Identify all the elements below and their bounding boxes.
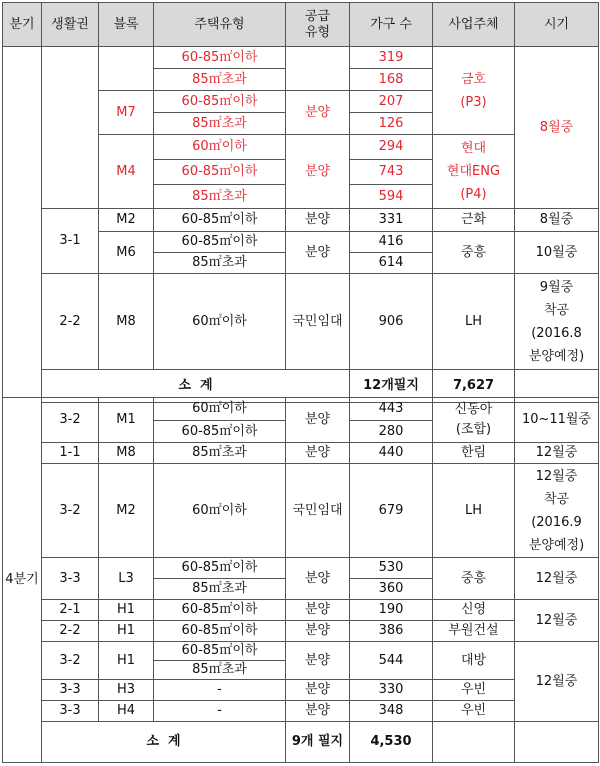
households-cell: 360 (350, 579, 433, 600)
table-row (3, 642, 599, 661)
header-quarter: 분기 (3, 3, 42, 47)
subtotal-label: 소 계 (42, 370, 350, 403)
timing-line: 9월중 (539, 279, 574, 295)
subtotal-total: 7,627 (433, 370, 515, 403)
header-builder: 사업주체 (433, 3, 515, 47)
timing-line: 12월중 (535, 468, 578, 484)
block-cell: H1 (99, 600, 154, 621)
table-row (3, 209, 599, 232)
timing-cell: 12월중 (515, 642, 599, 722)
table-row (3, 47, 599, 69)
header-row (3, 3, 599, 47)
households-cell: 679 (350, 464, 433, 558)
builder-name: 금호 (460, 71, 487, 87)
households-cell: 331 (350, 209, 433, 232)
housing-type-cell: 60㎡이하 (154, 274, 286, 370)
table-row (3, 398, 599, 421)
block-cell: M6 (99, 232, 154, 274)
builder-name: 현대ENG (446, 164, 501, 179)
housing-type-cell: 60-85㎡이하 (154, 600, 286, 621)
supply-cell (286, 47, 350, 91)
households-cell: 530 (350, 558, 433, 579)
subtotal-total: 4,530 (350, 722, 433, 763)
area-cell: 2-2 (42, 621, 99, 642)
subtotal-lots: 9개 필지 (286, 722, 350, 763)
timing-cell: 12월중 (515, 443, 599, 464)
housing-type-cell: 60-85㎡이하 (154, 621, 286, 642)
housing-type-cell: 85㎡초과 (154, 443, 286, 464)
block-cell: M8 (99, 274, 154, 370)
housing-type-cell: 85㎡초과 (154, 579, 286, 600)
area-cell: 3-1 (42, 209, 99, 274)
area-cell: 3-3 (42, 680, 99, 701)
quarter-cell-q3 (3, 47, 42, 403)
timing-cell (515, 274, 599, 370)
table-row (3, 621, 599, 642)
area-cell: 3-3 (42, 701, 99, 722)
housing-type-cell: 85㎡초과 (154, 661, 286, 680)
builder-cell-kumho (433, 47, 515, 135)
builder-code: (P3) (460, 94, 487, 110)
builder-cell: 한림 (433, 443, 515, 464)
housing-type-cell: - (154, 701, 286, 722)
header-block: 블록 (99, 3, 154, 47)
subtotal-empty (515, 722, 599, 763)
builder-cell: 중흥 (433, 232, 515, 274)
households-cell: 190 (350, 600, 433, 621)
builder-cell: 대방 (433, 642, 515, 680)
block-cell: L3 (99, 558, 154, 600)
table-row (3, 600, 599, 621)
builder-code: (P4) (460, 187, 487, 202)
quarter-cell-q4: 4분기 (3, 398, 42, 763)
timing-line: (2016.9 (531, 514, 582, 530)
builder-cell: 부원건설 (433, 621, 515, 642)
header-living-area: 생활권 (42, 3, 99, 47)
timing-line: 분양예정) (528, 348, 585, 364)
timing-cell: 12월중 (515, 600, 599, 642)
households-cell: 544 (350, 642, 433, 680)
builder-name: 신동아 (454, 402, 493, 417)
timing-cell (515, 464, 599, 558)
timing-line: 착공 (543, 491, 570, 507)
subtotal-label: 소 계 (42, 722, 286, 763)
supply-cell: 분양 (286, 209, 350, 232)
supply-cell: 분양 (286, 642, 350, 680)
supply-cell: 분양 (286, 232, 350, 274)
households-cell: 207 (350, 91, 433, 113)
housing-type-cell: 85㎡초과 (154, 185, 286, 209)
timing-cell: 12월중 (515, 558, 599, 600)
supply-cell: 국민임대 (286, 464, 350, 558)
table-row (3, 701, 599, 722)
housing-type-cell: 60-85㎡이하 (154, 232, 286, 253)
housing-type-cell: 60-85㎡이하 (154, 91, 286, 113)
supply-cell: 분양 (286, 558, 350, 600)
timing-line: 착공 (543, 302, 570, 318)
builder-name: (조합) (455, 422, 492, 437)
timing-line: (2016.8 (531, 325, 582, 341)
supply-cell: 분양 (286, 398, 350, 443)
area-cell: 3-3 (42, 558, 99, 600)
housing-type-cell: 60-85㎡이하 (154, 421, 286, 443)
area-cell: 2-1 (42, 600, 99, 621)
housing-type-cell: 85㎡초과 (154, 113, 286, 135)
block-cell: M2 (99, 464, 154, 558)
housing-type-cell: 60㎡이하 (154, 464, 286, 558)
table-row (3, 443, 599, 464)
supply-cell: 국민임대 (286, 274, 350, 370)
header-timing: 시기 (515, 3, 599, 47)
housing-type-cell: 60-85㎡이하 (154, 160, 286, 185)
households-cell: 440 (350, 443, 433, 464)
area-cell: 3-2 (42, 464, 99, 558)
households-cell: 386 (350, 621, 433, 642)
builder-cell: LH (433, 274, 515, 370)
households-cell: 319 (350, 47, 433, 69)
households-cell: 348 (350, 701, 433, 722)
timing-line: 분양예정) (528, 537, 585, 553)
households-cell: 330 (350, 680, 433, 701)
builder-cell: 우빈 (433, 701, 515, 722)
area-cell: 3-2 (42, 642, 99, 680)
subtotal-row (3, 722, 599, 763)
supply-cell: 분양 (286, 600, 350, 621)
block-cell: M2 (99, 209, 154, 232)
subtotal-lots: 12개필지 (350, 370, 433, 403)
households-cell: 743 (350, 160, 433, 185)
housing-type-cell: 60㎡이하 (154, 398, 286, 421)
households-cell: 443 (350, 398, 433, 421)
timing-cell: 8월중 (515, 209, 599, 232)
builder-cell: LH (433, 464, 515, 558)
header-housing-type: 주택유형 (154, 3, 286, 47)
housing-supply-table-q4 (2, 397, 599, 763)
block-cell: H4 (99, 701, 154, 722)
block-cell (99, 47, 154, 91)
supply-cell: 분양 (286, 680, 350, 701)
area-cell: 3-2 (42, 398, 99, 443)
supply-cell: 분양 (286, 621, 350, 642)
table-row (3, 274, 599, 370)
households-cell: 594 (350, 185, 433, 209)
housing-type-cell: 85㎡초과 (154, 253, 286, 274)
header-households: 가구 수 (350, 3, 433, 47)
supply-cell: 분양 (286, 135, 350, 209)
timing-cell: 8월중 (515, 47, 599, 209)
table-row (3, 464, 599, 558)
housing-type-cell: 60-85㎡이하 (154, 47, 286, 69)
area-cell: 2-2 (42, 274, 99, 370)
builder-cell: 근화 (433, 209, 515, 232)
housing-type-cell: - (154, 680, 286, 701)
households-cell: 614 (350, 253, 433, 274)
block-cell: M4 (99, 135, 154, 209)
builder-cell: 신영 (433, 600, 515, 621)
households-cell: 294 (350, 135, 433, 160)
builder-cell: 우빈 (433, 680, 515, 701)
area-cell: 1-1 (42, 443, 99, 464)
header-supply-type: 공급 유형 (286, 3, 350, 47)
households-cell: 906 (350, 274, 433, 370)
subtotal-empty (433, 722, 515, 763)
table-row (3, 558, 599, 579)
block-cell: H3 (99, 680, 154, 701)
block-cell: H1 (99, 642, 154, 680)
builder-cell-hyundai (433, 135, 515, 209)
households-cell: 126 (350, 113, 433, 135)
housing-type-cell: 60-85㎡이하 (154, 642, 286, 661)
households-cell: 416 (350, 232, 433, 253)
builder-cell (433, 398, 515, 443)
table-row (3, 680, 599, 701)
timing-cell: 10~11월중 (515, 398, 599, 443)
area-cell (42, 47, 99, 209)
builder-name: 현대 (460, 141, 487, 156)
housing-type-cell: 85㎡초과 (154, 69, 286, 91)
block-cell: M1 (99, 398, 154, 443)
timing-cell: 10월중 (515, 232, 599, 274)
supply-cell: 분양 (286, 701, 350, 722)
block-cell: M8 (99, 443, 154, 464)
block-cell: H1 (99, 621, 154, 642)
housing-supply-table (2, 2, 599, 403)
households-cell: 280 (350, 421, 433, 443)
supply-cell: 분양 (286, 91, 350, 135)
housing-type-cell: 60-85㎡이하 (154, 209, 286, 232)
supply-cell: 분양 (286, 443, 350, 464)
builder-cell: 중흥 (433, 558, 515, 600)
block-cell: M7 (99, 91, 154, 135)
households-cell: 168 (350, 69, 433, 91)
housing-type-cell: 60-85㎡이하 (154, 558, 286, 579)
housing-type-cell: 60㎡이하 (154, 135, 286, 160)
